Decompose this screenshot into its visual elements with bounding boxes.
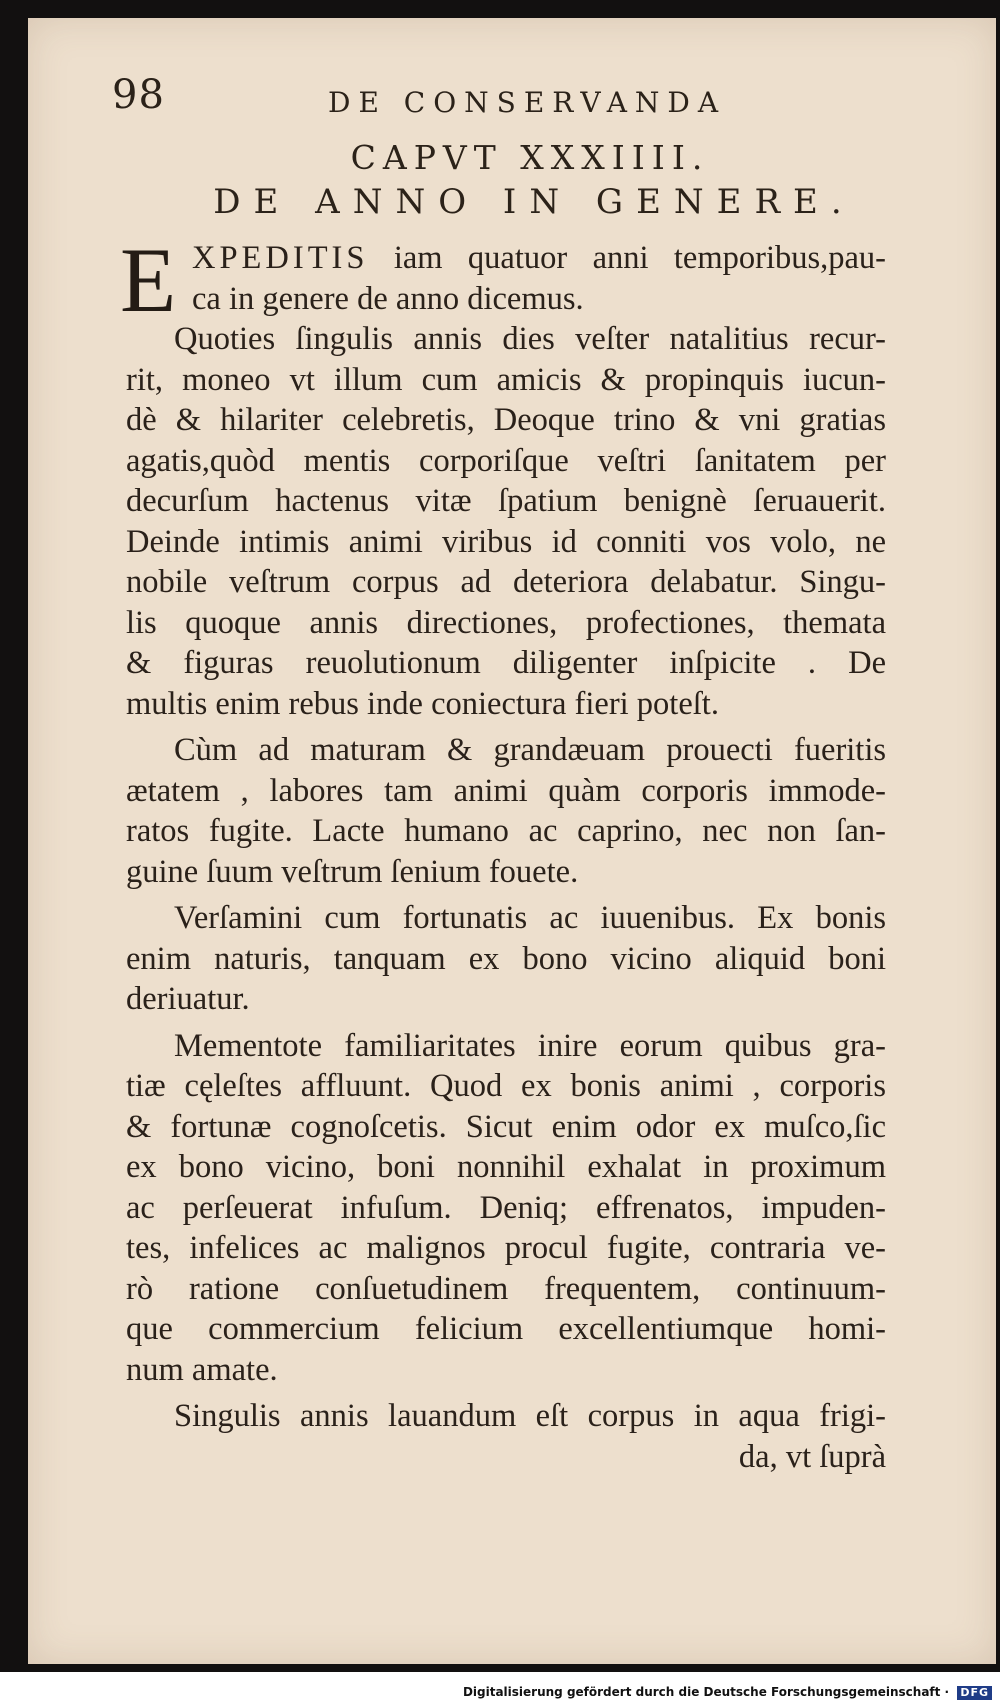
text-line: ex bono vicino, boni nonnihil exhalat in proximum	[126, 1149, 886, 1185]
text-line: ca in genere de anno dicemus.	[192, 280, 584, 317]
chapter-number: CAPVT XXXIIII.	[350, 138, 710, 177]
text-line: da, vt ſuprà	[738, 1438, 886, 1475]
chapter-title: DE ANNO IN GENERE.	[213, 182, 855, 222]
text-line: tes, infelices ac malignos procul fugite, contraria ve-	[126, 1230, 886, 1266]
text-line: num amate.	[126, 1351, 278, 1388]
text-line: deriuatur.	[126, 981, 250, 1017]
text-line: decurſum hactenus vitæ ſpatium benignè ſeruauerit.	[126, 483, 886, 519]
text-line: enim naturis, tanquam ex bono vicino aliquid boni	[126, 940, 886, 977]
body-text	[120, 229, 886, 1477]
page-number: 98	[112, 72, 165, 118]
text-line: ætatem , labores tam animi quàm corporis immode-	[126, 772, 886, 809]
text-line: XPEDITIS iam quatuor anni temporibus,pau-	[192, 240, 886, 276]
text-line: ac perſeuerat infuſum. Deniq; effrenatos, impuden-	[126, 1189, 886, 1226]
text-line: Singulis annis lauandum eſt corpus in aqua frigi-	[174, 1398, 886, 1434]
text-line: rò ratione conſuetudinem frequentem, continuum-	[126, 1270, 886, 1307]
text-line: lis quoque annis directiones, profectiones, themata	[126, 604, 886, 641]
footer-credit: Digitalisierung gefördert durch die Deutsche Forschungsgemeinschaft ·	[462, 1685, 950, 1699]
text-line: agatis,quòd mentis corporiſque veſtri ſanitatem per	[126, 442, 886, 479]
text-line: Cùm ad maturam & grandæuam prouecti fueritis	[174, 732, 886, 768]
text-line: ratos fugite. Lacte humano ac caprino, nec non ſan-	[126, 813, 886, 849]
text-line: tiæ cęleſtes affluunt. Quod ex bonis animi , corporis	[126, 1068, 886, 1104]
first-word: XPEDITIS	[192, 240, 369, 276]
text-line: multis enim rebus inde coniectura fieri poteſt.	[126, 685, 719, 722]
text-line: & fortunæ cognoſcetis. Sicut enim odor ex muſco,ſic	[126, 1108, 886, 1145]
running-head: DE CONSERVANDA	[328, 86, 727, 119]
digitization-footer	[0, 1676, 1000, 1708]
text-line: que commercium felicium excellentiumque homi-	[126, 1311, 886, 1347]
text-line: dè & hilariter celebretis, Deoque trino & vni gratias	[126, 402, 886, 438]
text-line: rit, moneo vt illum cum amicis & propinquis iucun-	[126, 361, 886, 398]
dfg-logo: DFG	[957, 1686, 992, 1700]
text-line: Quoties ſingulis annis dies veſter natalitius recur-	[174, 321, 886, 357]
text-line: guine ſuum veſtrum ſenium fouete.	[126, 853, 579, 890]
opening-paragraph	[126, 238, 886, 319]
text-line: Verſamini cum fortunatis ac iuuenibus. Ex bonis	[174, 900, 886, 936]
text-line: Deinde intimis animi viribus id conniti vos volo, ne	[126, 523, 886, 560]
text-line: & figuras reuolutionum diligenter inſpicite . De	[126, 645, 886, 681]
text-line: Mementote familiaritates inire eorum quibus gra-	[174, 1027, 886, 1064]
book-page	[28, 18, 996, 1664]
drop-cap: E	[120, 229, 177, 331]
text-line: nobile veſtrum corpus ad deteriora delabatur. Singu-	[126, 564, 886, 600]
